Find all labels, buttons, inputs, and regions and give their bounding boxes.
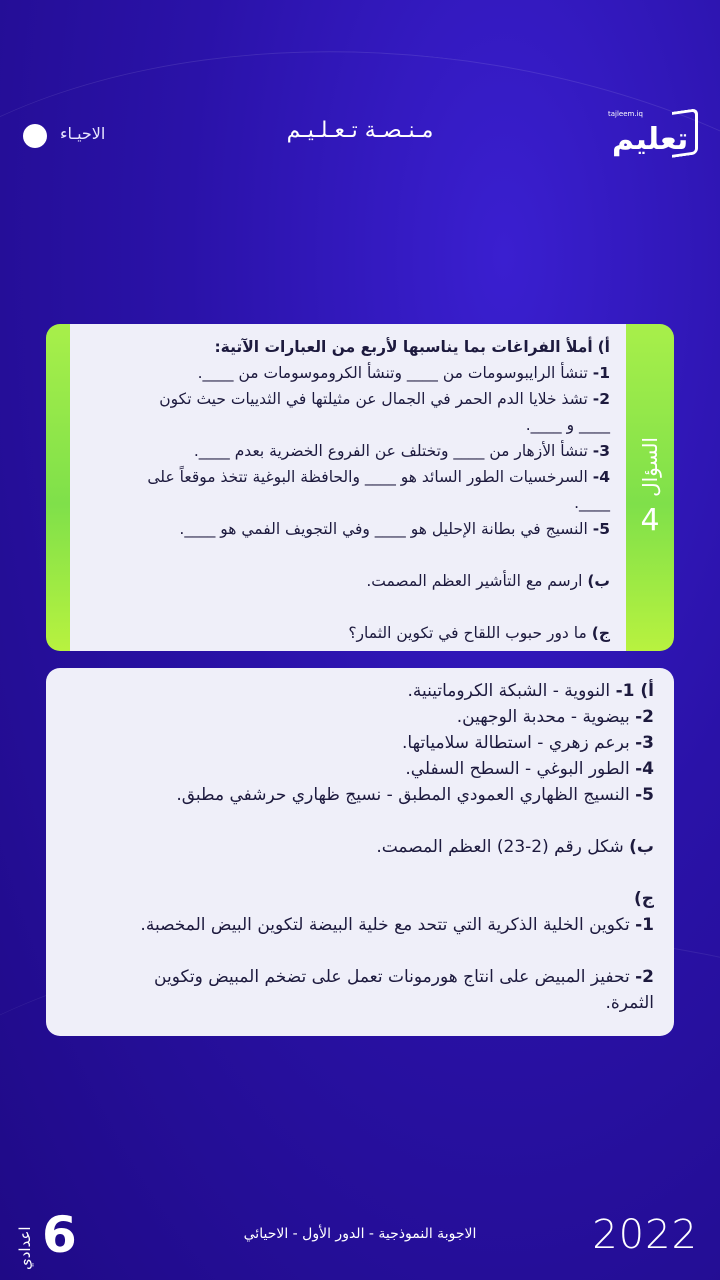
logo-domain: tajleem.iq bbox=[608, 110, 643, 118]
answer-line: أ) 1- النووية - الشبكة الكروماتينية. bbox=[407, 681, 654, 701]
question-line: 3- تنشأ الأزهار من ____ وتختلف عن الفروع الخضرية بعدم ____. bbox=[193, 442, 610, 460]
question-tab bbox=[626, 324, 674, 651]
question-line: ____ و ____. bbox=[525, 416, 610, 434]
answer-line: الثمرة. bbox=[605, 993, 654, 1013]
grade-number: 6 bbox=[42, 1206, 77, 1264]
question-number: 4 bbox=[640, 502, 660, 538]
answer-line: 3- برعم زهري - استطالة سلامياتها. bbox=[402, 733, 654, 753]
question-card bbox=[46, 324, 674, 651]
question-line: أ) أملأ الفراغات بما يناسبها لأربع من العبارات الآتية: bbox=[214, 338, 610, 356]
exam-year: 2022 bbox=[592, 1212, 698, 1258]
question-line: ج) ما دور حبوب اللقاح في تكوين الثمار؟ bbox=[348, 624, 610, 642]
answer-line: ج) bbox=[633, 889, 654, 909]
question-line: ب) ارسم مع التأشير العظم المصمت. bbox=[366, 572, 610, 590]
question-line: 1- تنشأ الرايبوسومات من ____ وتنشأ الكروموسومات من ____. bbox=[197, 364, 610, 382]
answer-line: 5- النسيج الظهاري العمودي المطبق - نسيج ظهاري حرشفي مطبق. bbox=[176, 785, 654, 805]
question-line: 4- السرخسيات الطور السائد هو ____ والحافظة البوغية تتخذ موقعاً على bbox=[147, 468, 610, 486]
footer-caption: الاجوبة النموذجية - الدور الأول - الاحيائي bbox=[243, 1226, 477, 1242]
question-tab-label: السؤال bbox=[638, 437, 662, 497]
answer-line: 2- تحفيز المبيض على انتاج هورمونات تعمل على تضخم المبيض وتكوين bbox=[154, 967, 654, 987]
platform-title: مـنـصـة تـعـلـيـم bbox=[286, 118, 434, 143]
status-dot bbox=[23, 124, 47, 148]
grade-label: اعدادي bbox=[16, 1226, 34, 1270]
question-line: 5- النسيج في بطانة الإحليل هو ____ وفي التجويف الفمي هو ____. bbox=[179, 520, 610, 538]
question-body bbox=[70, 324, 626, 651]
tajleem-logo bbox=[608, 108, 698, 164]
logo-wordmark: تعليم bbox=[612, 122, 689, 157]
answer-card bbox=[46, 668, 674, 1036]
answer-line: 4- الطور البوغي - السطح السفلي. bbox=[405, 759, 654, 779]
answer-line: 1- تكوين الخلية الذكرية التي تتحد مع خلية البيضة لتكوين البيض المخصبة. bbox=[140, 915, 654, 935]
logo-frame-icon bbox=[672, 108, 698, 158]
question-line: ____. bbox=[574, 494, 610, 512]
question-line: 2- تشذ خلايا الدم الحمر في الجمال عن مثيلتها في الثدييات حيث تكون bbox=[159, 390, 610, 408]
answer-line: ب) شكل رقم (2-23) العظم المصمت. bbox=[376, 837, 654, 857]
subject-label: الاحيـاء bbox=[60, 124, 106, 143]
answer-line: 2- بيضوية - محدبة الوجهين. bbox=[456, 707, 654, 727]
